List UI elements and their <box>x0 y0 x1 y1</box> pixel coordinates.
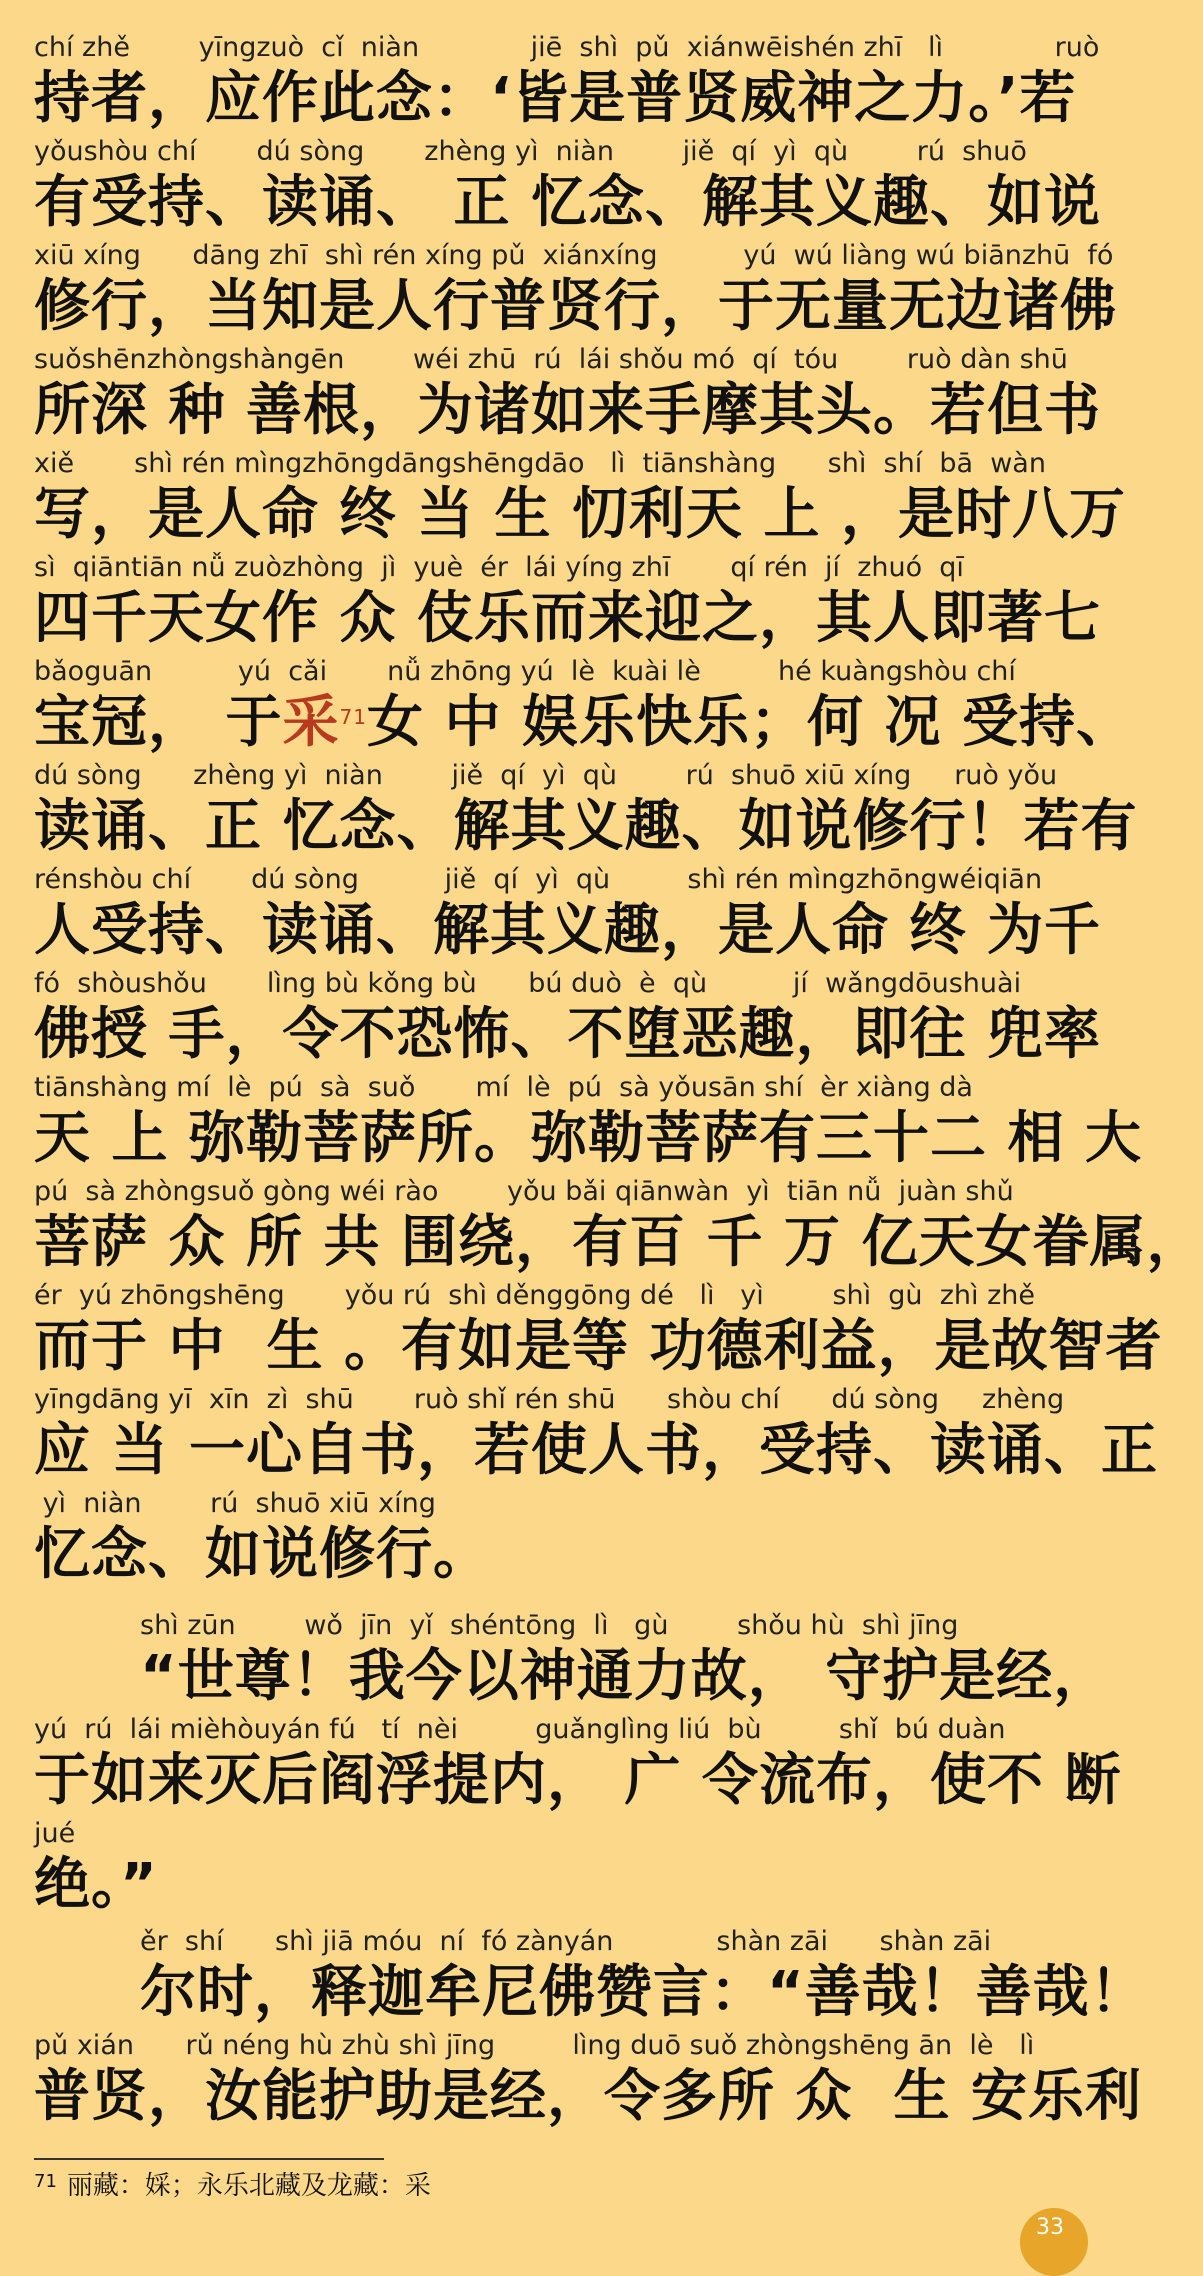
text-line-9 <box>0 862 1101 966</box>
pinyin-line: yīngdāng yī xīn zì shū ruò shǐ rén shū shòu chí dú sòng zhèng <box>34 1384 1065 1415</box>
text-line-3 <box>0 238 1117 342</box>
hanzi-segment: 女 中 娱乐快乐；何 况 受持、 <box>366 690 1133 755</box>
text-line-7 <box>0 654 1133 758</box>
text-line-15 <box>0 1486 1080 1590</box>
text-line-19 <box>0 1924 1147 2028</box>
pinyin-line: rénshòu chí dú sòng jiě qí yì qù shì rén mìngzhōngwéiqiān <box>34 864 1043 895</box>
hanzi-line: 于如来灭后阎浮提内， 广 令流布，使不 断 <box>34 1748 1122 1813</box>
pinyin-line: yǒushòu chí dú sòng zhèng yì niàn jiě qí yì qù rú shuō <box>34 136 1027 167</box>
hanzi-line: 应 当 一心自书，若使人书，受持、读诵、正 <box>34 1418 1158 1483</box>
pinyin-line: jué <box>34 1818 76 1849</box>
pinyin-line: yú rú lái mièhòuyán fú tí nèi guǎnglìng liú bù shǐ bú duàn <box>34 1714 1006 1745</box>
pinyin-line: pú sà zhòngsuǒ gòng wéi rào yǒu bǎi qiānwàn yì tiān nǚ juàn shǔ <box>34 1176 1014 1207</box>
hanzi-segment: 宝冠， 于 <box>34 690 283 755</box>
pinyin-line: pǔ xián rǔ néng hù zhù shì jīng lìng duō suǒ zhòngshēng ān lè lì <box>34 2030 1035 2061</box>
hanzi-line: 天 上 弥勒菩萨所。弥勒菩萨有三十二 相 大 <box>34 1106 1142 1171</box>
footnote <box>34 2166 834 2206</box>
text-line-17 <box>0 1712 1122 1816</box>
hanzi-line: 尔时，释迦牟尼佛赞言：“善哉！善哉！ <box>140 1960 1147 2025</box>
pinyin-line: suǒshēnzhòngshàngēn wéi zhū rú lái shǒu mó qí tóu ruò dàn shū <box>34 344 1068 375</box>
hanzi-line: 普贤，汝能护助是经，令多所 众 生 安乐利 <box>34 2064 1142 2129</box>
variant-character: 采 <box>282 690 340 755</box>
page-number-badge: 33 <box>1020 2208 1088 2276</box>
text-line-11 <box>0 1070 1142 1174</box>
hanzi-line: 而于 中 生 。有如是等 功德利益，是故智者 <box>34 1314 1163 1379</box>
text-line-16 <box>0 1608 1111 1712</box>
hanzi-line <box>34 688 1133 758</box>
hanzi-line: 菩萨 众 所 共 围绕，有百 千 万 亿天女眷属， <box>34 1210 1203 1275</box>
pinyin-line: ér yú zhōngshēng yǒu rú shì děnggōng dé lì yì shì gù zhì zhě <box>34 1280 1035 1311</box>
footnote-number: 71 <box>34 2171 57 2192</box>
pinyin-line: tiānshàng mí lè pú sà suǒ mí lè pú sà yǒusān shí èr xiàng dà <box>34 1072 973 1103</box>
hanzi-line: 持者，应作此念：‘皆是普贤威神之力。’若 <box>34 66 1077 131</box>
pinyin-line: shì zūn wǒ jīn yǐ shéntōng lì gù shǒu hù shì jīng <box>140 1610 959 1641</box>
text-line-8 <box>0 758 1138 862</box>
hanzi-line: 忆念、如说修行。 <box>34 1522 490 1587</box>
hanzi-line: 写，是人命 终 当 生 忉利天 上 ，是时八万 <box>34 482 1126 547</box>
text-line-2 <box>0 134 1101 238</box>
pinyin-line: sì qiāntiān nǚ zuòzhòng jì yuè ér lái yíng zhī qí rén jí zhuó qī <box>34 552 964 583</box>
footnote-divider <box>34 2158 384 2160</box>
pinyin-line: xiě shì rén mìngzhōngdāngshēngdāo lì tiānshàng shì shí bā wàn <box>34 448 1046 479</box>
pinyin-line: bǎoguān yú cǎi nǚ zhōng yú lè kuài lè hé kuàngshòu chí <box>34 656 1016 687</box>
hanzi-line: “世尊！我今以神通力故， 守护是经， <box>140 1644 1111 1709</box>
pinyin-line: ěr shí shì jiā móu ní fó zànyán shàn zāi shàn zāi <box>140 1926 992 1957</box>
hanzi-line: 人受持、读诵、解其义趣，是人命 终 为千 <box>34 898 1101 963</box>
hanzi-line: 佛授 手，令不恐怖、不堕恶趣，即往 兜率 <box>34 1002 1101 1067</box>
hanzi-line: 修行，当知是人行普贤行，于无量无边诸佛 <box>34 274 1117 339</box>
text-line-14 <box>0 1382 1158 1486</box>
footnote-text: 丽藏：婇；永乐北藏及龙藏：采 <box>66 2171 431 2201</box>
hanzi-line: 读诵、正 忆念、解其义趣、如说修行！若有 <box>34 794 1138 859</box>
pinyin-line: xiū xíng dāng zhī shì rén xíng pǔ xiánxíng yú wú liàng wú biānzhū fó <box>34 240 1114 271</box>
hanzi-line: 有受持、读诵、 正 忆念、解其义趣、如说 <box>34 170 1101 235</box>
text-line-18 <box>0 1816 1080 1920</box>
pinyin-line: fó shòushǒu lìng bù kǒng bù bú duò è qù jí wǎngdōushuài <box>34 968 1022 999</box>
footnote-reference[interactable]: 71 <box>339 705 367 729</box>
text-line-1 <box>0 30 1100 134</box>
text-line-12 <box>0 1174 1203 1278</box>
pinyin-line: dú sòng zhèng yì niàn jiě qí yì qù rú shuō xiū xíng ruò yǒu <box>34 760 1058 791</box>
text-line-5 <box>0 446 1126 550</box>
text-line-13 <box>0 1278 1163 1382</box>
hanzi-line: 四千天女作 众 伎乐而来迎之，其人即著七 <box>34 586 1101 651</box>
hanzi-line: 所深 种 善根，为诸如来手摩其头。若但书 <box>34 378 1101 443</box>
text-line-6 <box>0 550 1101 654</box>
pinyin-line: yì niàn rú shuō xiū xíng <box>34 1488 436 1519</box>
text-line-10 <box>0 966 1101 1070</box>
pinyin-line: chí zhě yīngzuò cǐ niàn jiē shì pǔ xiánwēishén zhī lì ruò <box>34 32 1100 63</box>
text-line-20 <box>0 2028 1142 2132</box>
hanzi-line: 绝。” <box>34 1852 158 1917</box>
text-line-4 <box>0 342 1101 446</box>
